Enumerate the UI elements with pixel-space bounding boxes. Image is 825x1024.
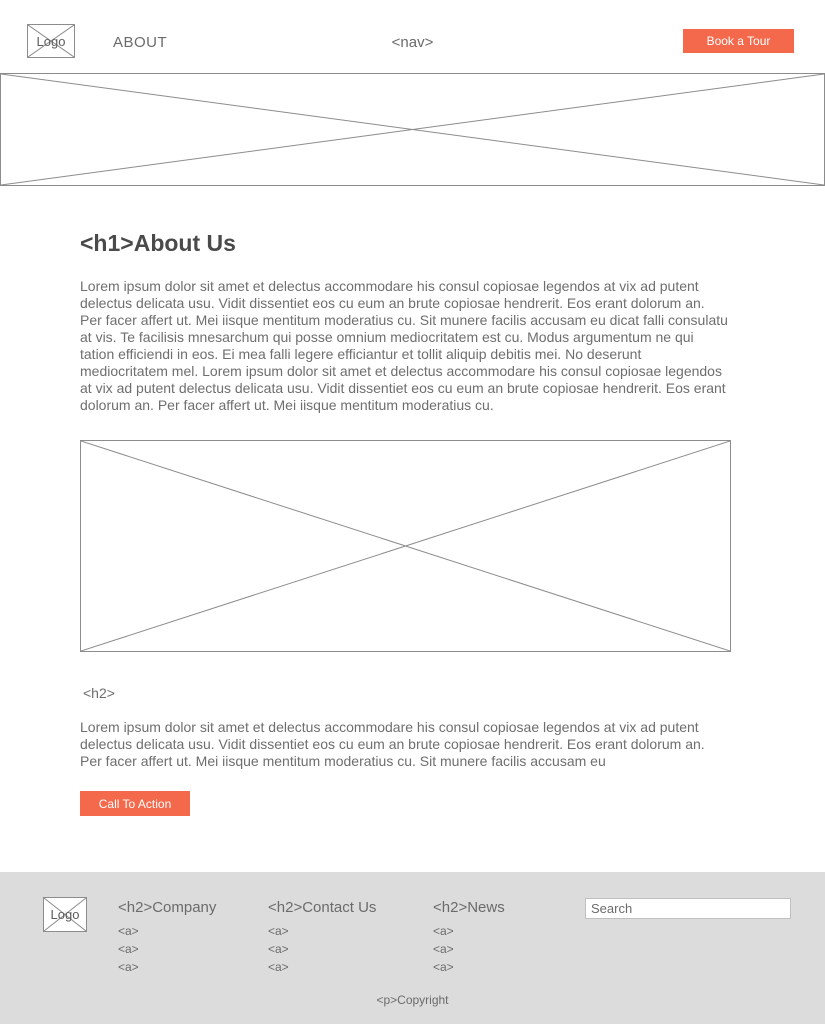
footer-heading-company: <h2>Company [118,899,217,916]
footer-link[interactable]: <a> [118,942,139,956]
footer-link[interactable]: <a> [433,942,454,956]
footer-logo-label: Logo [50,907,80,922]
footer-heading-contact-us: <h2>Contact Us [268,899,377,916]
footer-link[interactable]: <a> [118,960,139,974]
footer-column-contact-us [268,899,376,974]
footer-logo[interactable] [43,897,87,932]
hero-image-placeholder [0,73,825,186]
footer-heading-news: <h2>News [433,899,505,916]
book-a-tour-button[interactable]: Book a Tour [683,29,794,53]
header [0,0,825,73]
paragraph-2: Lorem ipsum dolor sit amet et delectus accommodare his consul copiosae legendos at vix ad putent delectus delicata usu. Vidit dissentiet eos cu eum an brute copiosae hendrerit. Eos erant dolorum an. Per facer affert ut. Mei iisque mentitum moderatius cu. Sit munere facilis accusam eu [80,719,705,769]
search-input[interactable] [585,898,791,919]
footer-link[interactable]: <a> [433,960,454,974]
section-heading-placeholder: <h2> [83,685,115,701]
content-image-placeholder [80,440,731,652]
image-placeholder-x-icon [81,441,730,651]
logo-label: Logo [36,33,66,49]
footer-link[interactable]: <a> [118,924,139,938]
nav-item-about[interactable]: ABOUT [113,34,168,51]
call-to-action-button[interactable]: Call To Action [80,791,190,816]
footer [0,872,825,1024]
paragraph-1: Lorem ipsum dolor sit amet et delectus accommodare his consul copiosae legendos at vix ad putent delectus delicata usu. Vidit dissentiet eos cu eum an brute copiosae hendrerit. Eos erant dolorum an. Per facer affert ut. Mei iisque mentitum moderatius cu. Sit munere facilis accusam eu dicat falli consulatu at vis. Te facilisis mnesarchum qui posse omnium mediocritatem est cu. Modus argumentum ne qui tation efficiendi in eos. Ei mea falli legere efficiantur et tollit aliquip debitis mei. No deserunt mediocritatem mel. Lorem ipsum dolor sit amet et delectus accommodare his consul copiosae legendos at vix ad putent delectus delicata usu. Vidit dissentiet eos cu eum an brute copiosae hendrerit. Eos erant dolorum an. Per facer affert ut. Mei iisque mentitum moderatius cu. [80,278,728,413]
logo[interactable] [27,24,75,58]
footer-link[interactable]: <a> [268,960,289,974]
footer-column-news [433,899,505,974]
footer-link[interactable]: <a> [268,924,289,938]
footer-link[interactable]: <a> [268,942,289,956]
footer-column-company [118,899,216,974]
copyright-text: <p>Copyright [376,993,449,1007]
image-placeholder-x-icon [1,74,824,185]
footer-link[interactable]: <a> [433,924,454,938]
page-title: <h1>About Us [80,230,236,256]
nav-placeholder: <nav> [391,34,434,51]
main-content [0,230,825,816]
